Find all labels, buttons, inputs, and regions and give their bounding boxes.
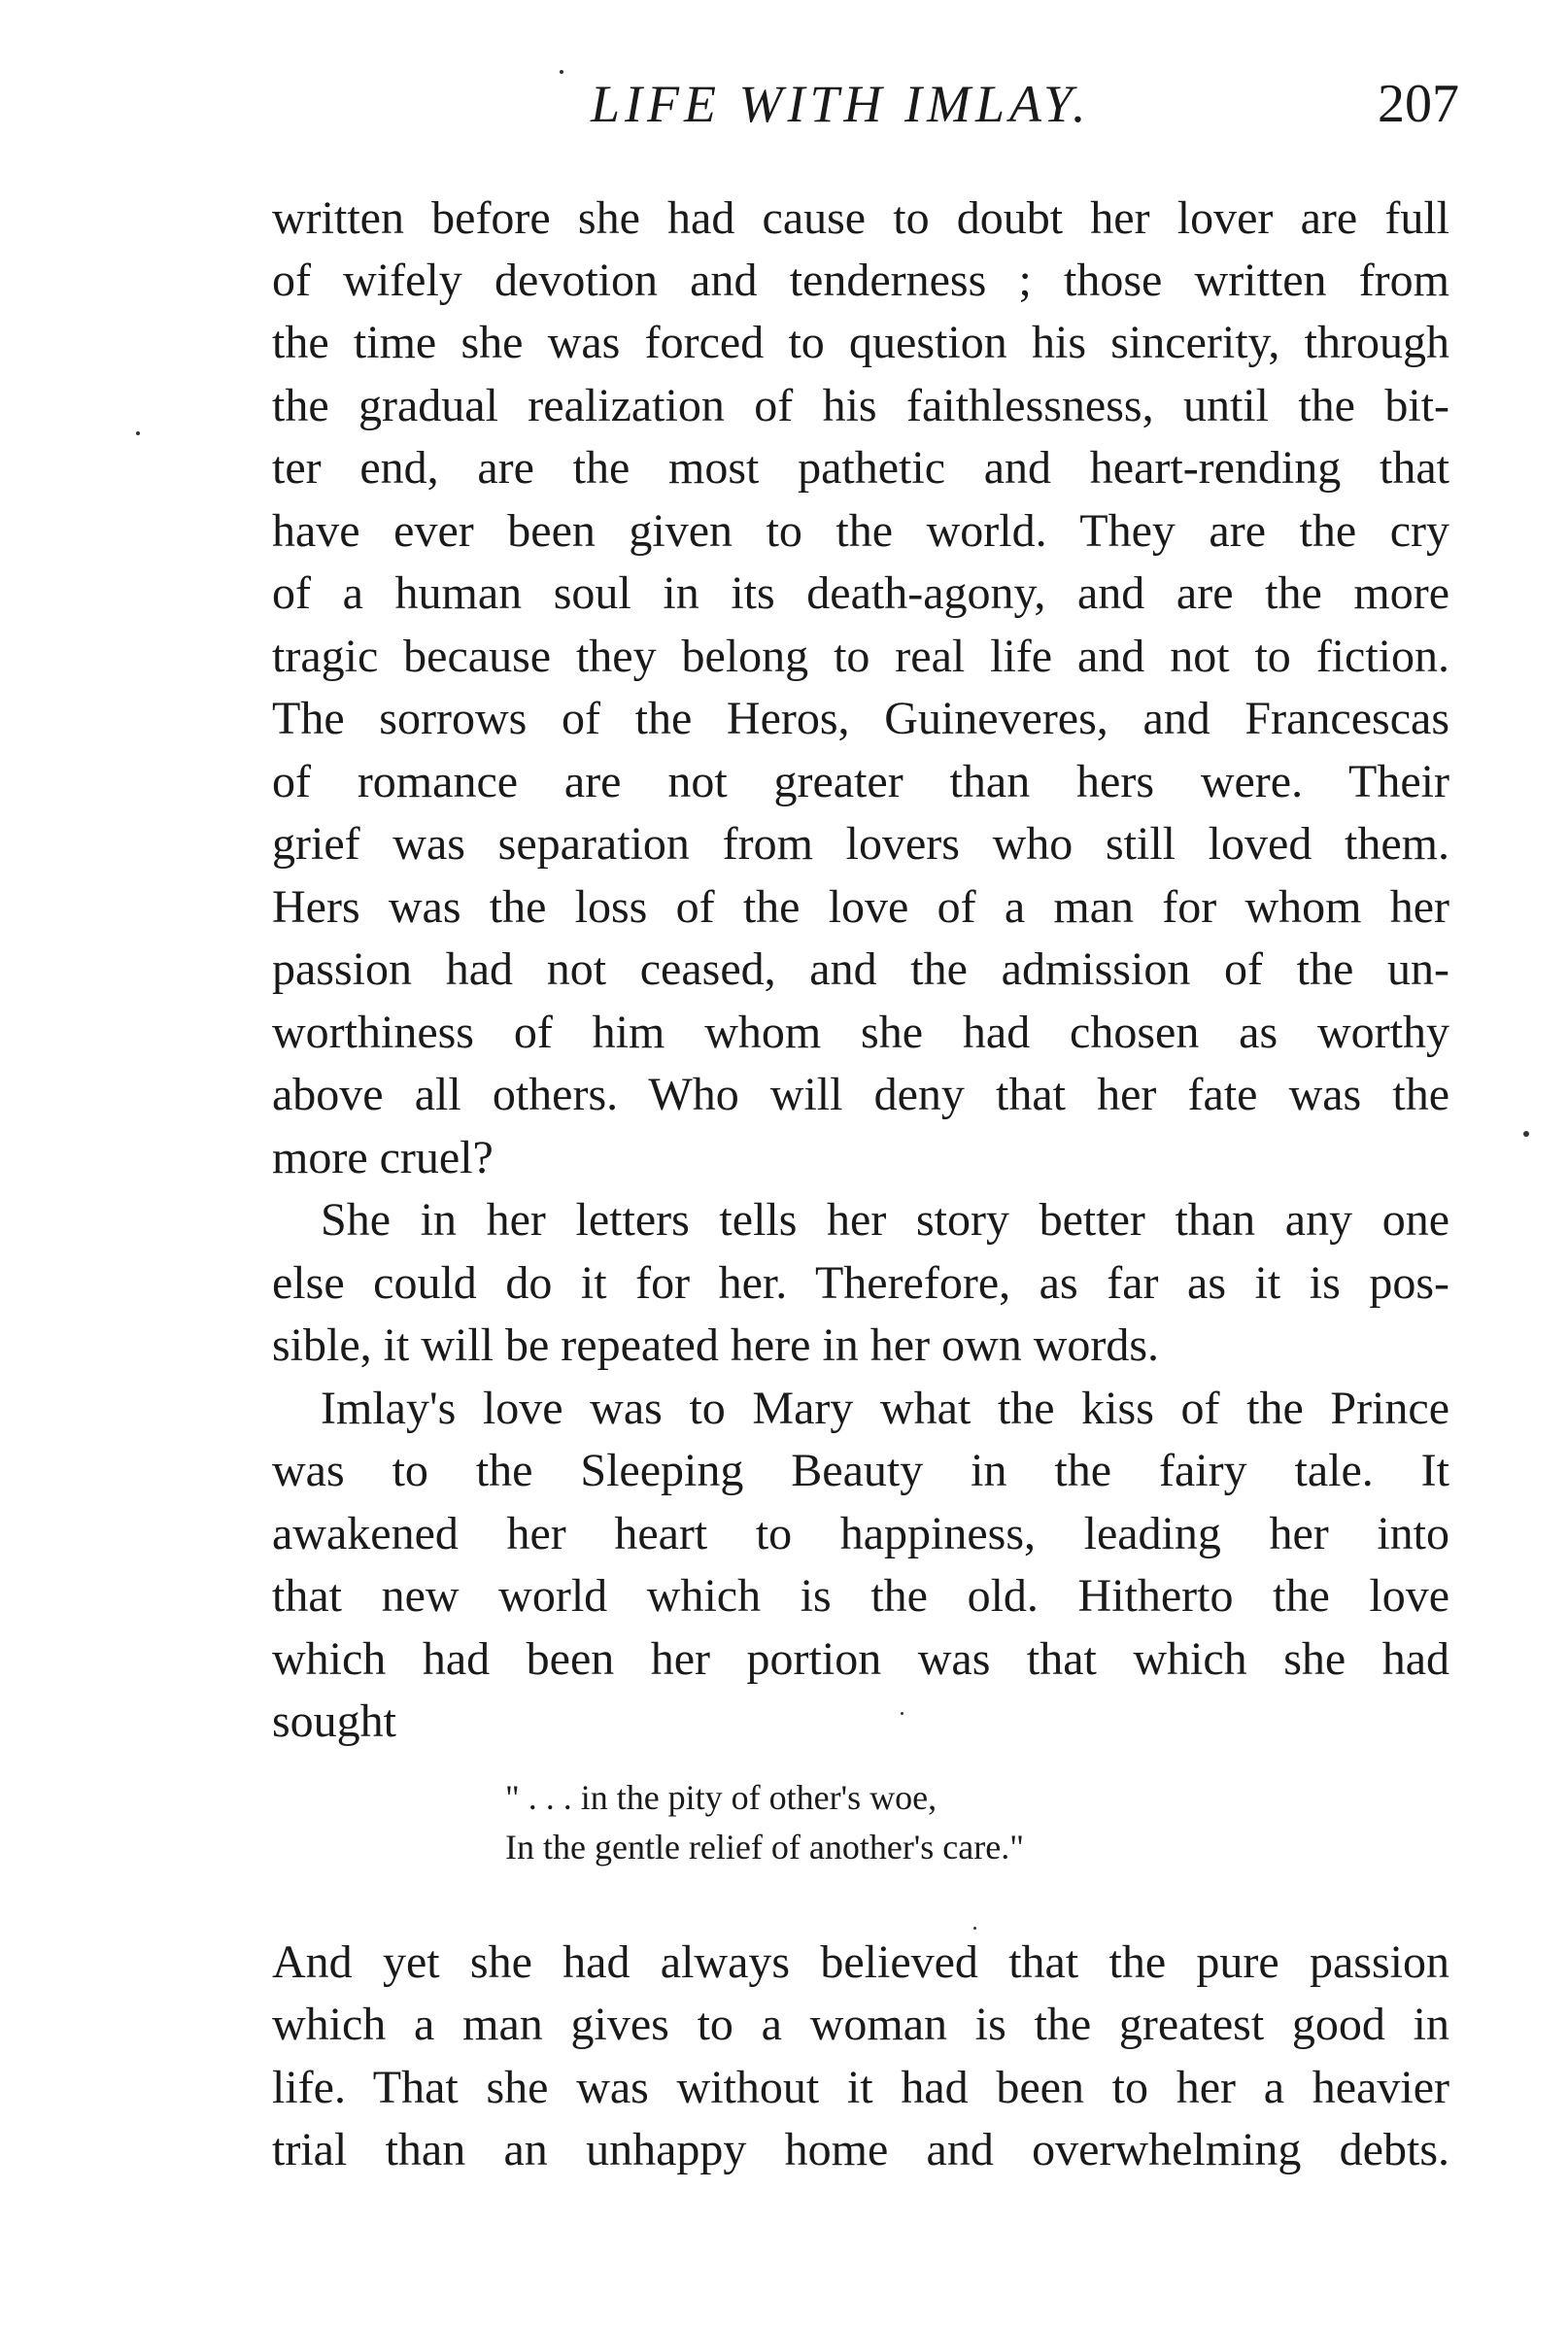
text-line: Imlay's love was to Mary what the kiss of the Prince bbox=[321, 1383, 1449, 1434]
text-line: grief was separation from lovers who still loved them. bbox=[272, 818, 1449, 870]
quote-line: In the gentle relief of another's care." bbox=[505, 1828, 1024, 1866]
text-line: sible, it will be repeated here in her own words. bbox=[272, 1319, 1160, 1371]
text-line: ter end, are the most pathetic and heart-rending that bbox=[272, 442, 1449, 494]
text-line: have ever been given to the world. They are the cry bbox=[272, 505, 1449, 557]
text-line: tragic because they belong to real life and not to fiction. bbox=[272, 631, 1449, 682]
text-line: The sorrows of the Heros, Guineveres, and Francescas bbox=[272, 693, 1449, 744]
running-head bbox=[272, 70, 1459, 138]
text-line: else could do it for her. Therefore, as far as it is pos- bbox=[272, 1257, 1449, 1309]
text-line: which a man gives to a woman is the greatest good in bbox=[272, 1999, 1449, 2050]
text-line: of a human soul in its death-agony, and are the more bbox=[272, 567, 1449, 619]
text-line: trial than an unhappy home and overwhelming debts. bbox=[272, 2124, 1449, 2175]
text-line: life. That she was without it had been to her a heavier bbox=[272, 2062, 1449, 2113]
text-line: sought bbox=[272, 1695, 397, 1747]
text-line: the gradual realization of his faithlessness, until the bit- bbox=[272, 380, 1449, 431]
text-line: She in her letters tells her story better than any one bbox=[321, 1194, 1449, 1246]
text-line: above all others. Who will deny that her fate was the bbox=[272, 1069, 1449, 1120]
text-line: passion had not ceased, and the admission of the un- bbox=[272, 943, 1449, 995]
print-speck bbox=[901, 1712, 903, 1715]
running-title: LIFE WITH IMLAY. bbox=[591, 75, 1091, 133]
text-line: of romance are not greater than hers were. Their bbox=[272, 756, 1449, 807]
page-number: 207 bbox=[1378, 74, 1459, 134]
text-line: awakened her heart to happiness, leading her into bbox=[272, 1508, 1449, 1559]
text-line: that new world which is the old. Hitherto the love bbox=[272, 1570, 1449, 1622]
text-line: And yet she had always believed that the pure passion bbox=[272, 1936, 1449, 1988]
text-line: worthiness of him whom she had chosen as worthy bbox=[272, 1007, 1449, 1058]
text-line: more cruel? bbox=[272, 1132, 494, 1183]
text-line: the time she was forced to question his sincerity, through bbox=[272, 317, 1449, 368]
print-speck bbox=[973, 1927, 976, 1930]
text-line: which had been her portion was that which she had bbox=[272, 1633, 1449, 1685]
text-line: was to the Sleeping Beauty in the fairy tale. It bbox=[272, 1445, 1449, 1496]
text-line: of wifely devotion and tenderness ; those written from bbox=[272, 255, 1449, 306]
text-line: written before she had cause to doubt her lover are full bbox=[272, 192, 1449, 244]
print-speck bbox=[1523, 1131, 1529, 1137]
quote-line: " . . . in the pity of other's woe, bbox=[505, 1778, 937, 1817]
text-line: Hers was the loss of the love of a man for whom her bbox=[272, 881, 1449, 933]
print-speck bbox=[136, 431, 140, 435]
print-speck bbox=[560, 70, 563, 74]
